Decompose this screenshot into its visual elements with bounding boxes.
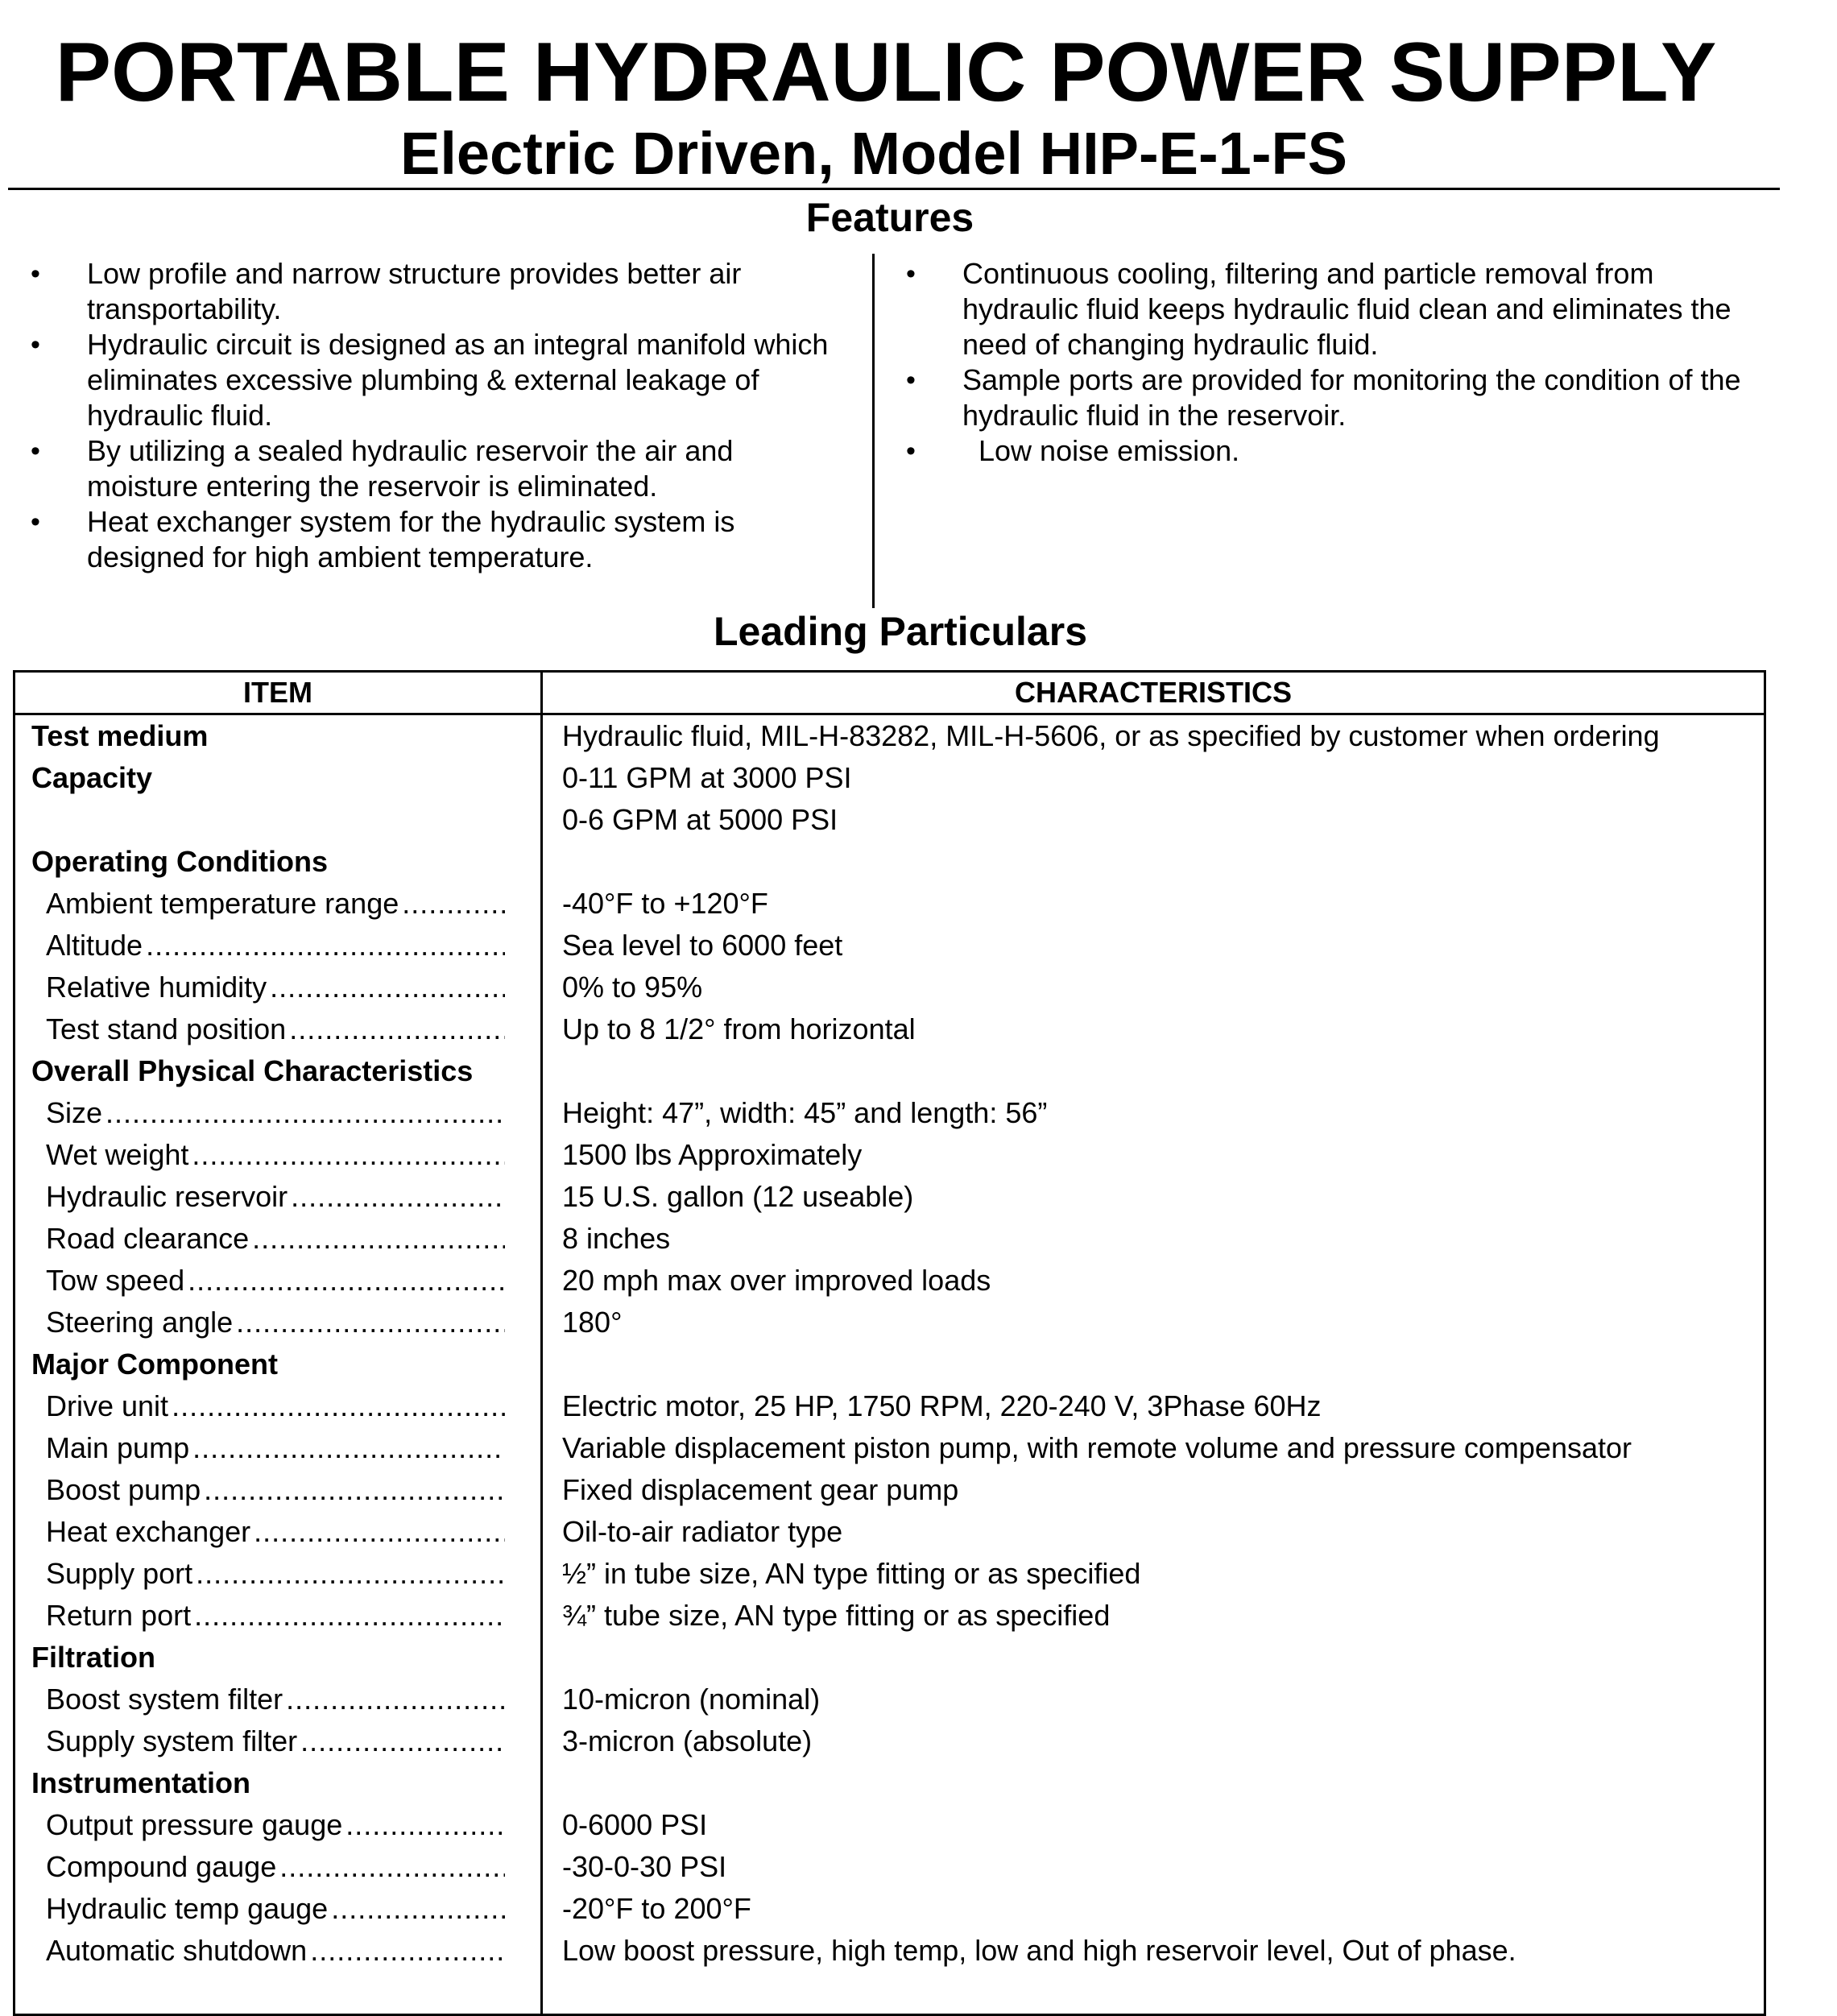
table-row xyxy=(14,1888,1765,1930)
item-label: Drive unit xyxy=(46,1389,169,1422)
bullet-icon: • xyxy=(31,259,40,289)
section-label: Capacity xyxy=(31,761,153,794)
characteristic-value: 0% to 95% xyxy=(562,971,703,1004)
item-cell xyxy=(14,757,542,799)
item-cell xyxy=(14,967,542,1008)
item-cell xyxy=(14,1302,542,1343)
item-cell xyxy=(14,1385,542,1427)
table-row xyxy=(14,757,1765,799)
bullet-icon: • xyxy=(31,329,40,360)
item-label: Steering angle xyxy=(46,1306,234,1339)
item-label: Main pump xyxy=(46,1431,190,1464)
table-row xyxy=(14,1762,1765,1804)
feature-item xyxy=(906,362,1776,433)
item-label: Altitude xyxy=(46,929,143,962)
item-label: Size xyxy=(46,1096,103,1129)
item-label: Supply port xyxy=(46,1557,193,1590)
table-row xyxy=(14,841,1765,883)
feature-text: Continuous cooling, filtering and particle removal from hydraulic fluid keeps hydraulic fluid clean and eliminates the need of changing hydraulic fluid. xyxy=(962,257,1731,361)
characteristic-value: 15 U.S. gallon (12 useable) xyxy=(562,1180,914,1213)
item-cell xyxy=(14,883,542,925)
table-row xyxy=(14,1720,1765,1762)
item-cell xyxy=(14,1092,542,1134)
item-cell xyxy=(14,1637,542,1679)
table-row xyxy=(14,1637,1765,1679)
item-label: Return port xyxy=(46,1599,192,1632)
characteristic-value xyxy=(542,1637,1765,1679)
bullet-icon: • xyxy=(906,259,916,289)
table-body xyxy=(14,714,1765,2015)
feature-item xyxy=(31,256,852,327)
dot-leader xyxy=(254,1511,505,1553)
dot-leader xyxy=(279,1846,505,1888)
dot-leader xyxy=(286,1679,505,1720)
item-cell xyxy=(14,1804,542,1846)
leading-particulars-table xyxy=(13,670,1766,2016)
table-row xyxy=(14,1385,1765,1427)
dot-leader xyxy=(300,1720,505,1762)
column-header-item: ITEM xyxy=(14,672,542,714)
table-row xyxy=(14,1679,1765,1720)
characteristic-value: Variable displacement piston pump, with remote volume and pressure compensator xyxy=(562,1431,1632,1464)
table-row xyxy=(14,1260,1765,1302)
item-cell xyxy=(14,841,542,883)
table-row xyxy=(14,1218,1765,1260)
features-heading: Features xyxy=(805,195,974,240)
dot-leader xyxy=(172,1385,505,1427)
dot-leader xyxy=(194,1595,505,1637)
section-label: Instrumentation xyxy=(31,1766,251,1799)
item-label: Relative humidity xyxy=(46,971,267,1004)
item-cell xyxy=(14,1134,542,1176)
bullet-icon: • xyxy=(906,436,916,466)
table-row xyxy=(14,1008,1765,1050)
table-row xyxy=(14,1134,1765,1176)
table-row xyxy=(14,799,1765,841)
item-label: Compound gauge xyxy=(46,1850,277,1883)
dot-leader xyxy=(331,1888,505,1930)
bullet-icon: • xyxy=(906,365,916,395)
characteristic-value: -30-0-30 PSI xyxy=(562,1850,727,1883)
bullet-icon: • xyxy=(31,436,40,466)
dot-leader xyxy=(291,1176,505,1218)
feature-text: Low profile and narrow structure provides better air transportability. xyxy=(87,257,742,325)
dot-leader xyxy=(345,1804,505,1846)
item-label: Wet weight xyxy=(46,1138,189,1171)
item-cell xyxy=(14,1553,542,1595)
item-cell xyxy=(14,1050,542,1092)
item-cell xyxy=(14,1846,542,1888)
characteristic-value: 0-6000 PSI xyxy=(562,1808,708,1841)
characteristic-value: Up to 8 1/2° from horizontal xyxy=(562,1012,916,1045)
dot-leader xyxy=(106,1092,505,1134)
feature-text: Low noise emission. xyxy=(978,434,1240,467)
characteristic-value: 8 inches xyxy=(562,1222,671,1255)
table-row xyxy=(14,1176,1765,1218)
item-label: Boost pump xyxy=(46,1473,201,1506)
item-cell xyxy=(14,1720,542,1762)
characteristic-value: 0-6 GPM at 5000 PSI xyxy=(562,803,838,836)
item-label: Boost system filter xyxy=(46,1683,283,1716)
item-label: Output pressure gauge xyxy=(46,1808,343,1841)
characteristic-value: Electric motor, 25 HP, 1750 RPM, 220-240 V, 3Phase 60Hz xyxy=(562,1389,1322,1422)
feature-text: Heat exchanger system for the hydraulic system is designed for high ambient temperature. xyxy=(87,505,735,573)
item-label: Road clearance xyxy=(46,1222,250,1255)
dot-leader xyxy=(146,925,505,967)
dot-leader xyxy=(192,1134,505,1176)
characteristic-value: Height: 47”, width: 45” and length: 56” xyxy=(562,1096,1048,1129)
item-cell xyxy=(14,1511,542,1553)
characteristic-value: Low boost pressure, high temp, low and high reservoir level, Out of phase. xyxy=(562,1934,1516,1967)
features-list-right xyxy=(906,256,1776,469)
feature-item xyxy=(31,433,852,504)
item-label: Tow speed xyxy=(46,1264,185,1297)
table-row xyxy=(14,1302,1765,1343)
table-row xyxy=(14,1511,1765,1553)
item-cell xyxy=(14,1679,542,1720)
table-row xyxy=(14,1595,1765,1637)
feature-text: Sample ports are provided for monitoring the condition of the hydraulic fluid in the reservoir. xyxy=(962,363,1741,432)
table-row xyxy=(14,1427,1765,1469)
dot-leader xyxy=(196,1553,505,1595)
table-row xyxy=(14,1343,1765,1385)
item-cell xyxy=(14,799,542,841)
characteristic-value: 3-micron (absolute) xyxy=(562,1724,813,1757)
characteristic-value: 0-11 GPM at 3000 PSI xyxy=(562,761,852,794)
feature-item xyxy=(906,256,1776,362)
table-row xyxy=(14,1930,1765,1972)
dot-leader xyxy=(310,1930,505,1972)
item-label: Hydraulic reservoir xyxy=(46,1180,288,1213)
item-cell xyxy=(14,1176,542,1218)
characteristic-value: ½” in tube size, AN type fitting or as specified xyxy=(562,1557,1141,1590)
item-cell xyxy=(14,1595,542,1637)
feature-text: Hydraulic circuit is designed as an integral manifold which eliminates excessive plumbing & external leakage of hydraulic fluid. xyxy=(87,328,829,432)
table-spacer-row xyxy=(14,1972,1765,2015)
table-header-row xyxy=(14,672,1765,714)
table-row xyxy=(14,714,1765,758)
title-divider xyxy=(8,188,1780,190)
item-label: Heat exchanger xyxy=(46,1515,251,1548)
item-cell xyxy=(14,1218,542,1260)
table-row xyxy=(14,1804,1765,1846)
table-row xyxy=(14,1846,1765,1888)
characteristic-value: Oil-to-air radiator type xyxy=(562,1515,843,1548)
page-subtitle: Electric Driven, Model HIP-E-1-FS xyxy=(399,120,1348,187)
feature-item xyxy=(31,327,852,433)
characteristic-value: Sea level to 6000 feet xyxy=(562,929,843,962)
item-cell xyxy=(14,714,542,758)
item-cell xyxy=(14,1888,542,1930)
item-cell xyxy=(14,1427,542,1469)
item-cell xyxy=(14,1762,542,1804)
feature-item xyxy=(31,504,852,575)
features-column-divider xyxy=(872,254,875,608)
bullet-icon: • xyxy=(31,507,40,537)
table-row xyxy=(14,925,1765,967)
characteristic-value: 10-micron (nominal) xyxy=(562,1683,821,1716)
dot-leader xyxy=(236,1302,505,1343)
section-label: Major Component xyxy=(31,1347,278,1381)
spacer-cell xyxy=(542,1972,1765,2015)
section-label: Overall Physical Characteristics xyxy=(31,1054,474,1087)
item-cell xyxy=(14,925,542,967)
table-row xyxy=(14,883,1765,925)
dot-leader xyxy=(289,1008,505,1050)
item-label: Test stand position xyxy=(46,1012,287,1045)
item-cell xyxy=(14,1343,542,1385)
features-list-left xyxy=(31,256,852,575)
dot-leader xyxy=(188,1260,505,1302)
dot-leader xyxy=(192,1427,505,1469)
table-row xyxy=(14,1050,1765,1092)
feature-item xyxy=(906,433,1776,469)
item-cell xyxy=(14,1008,542,1050)
characteristic-value: -20°F to 200°F xyxy=(562,1892,751,1925)
item-label: Automatic shutdown xyxy=(46,1934,308,1967)
dot-leader xyxy=(270,967,505,1008)
table-row xyxy=(14,967,1765,1008)
item-label: Ambient temperature range xyxy=(46,887,399,920)
table-row xyxy=(14,1092,1765,1134)
characteristic-value xyxy=(542,841,1765,883)
spacer-cell xyxy=(14,1972,542,2015)
characteristic-value: Hydraulic fluid, MIL-H-83282, MIL-H-5606, or as specified by customer when ordering xyxy=(562,719,1660,752)
item-cell xyxy=(14,1260,542,1302)
characteristic-value: Fixed displacement gear pump xyxy=(562,1473,959,1506)
section-label: Operating Conditions xyxy=(31,845,328,878)
item-cell xyxy=(14,1930,542,1972)
page-title: PORTABLE HYDRAULIC POWER SUPPLY xyxy=(55,26,1717,119)
dot-leader xyxy=(204,1469,505,1511)
item-label: Hydraulic temp gauge xyxy=(46,1892,329,1925)
table-row xyxy=(14,1469,1765,1511)
particulars-heading: Leading Particulars xyxy=(713,609,1088,654)
characteristic-value xyxy=(542,1762,1765,1804)
dot-leader xyxy=(402,883,505,925)
characteristic-value: 20 mph max over improved loads xyxy=(562,1264,991,1297)
characteristic-value xyxy=(542,1050,1765,1092)
dot-leader xyxy=(252,1218,505,1260)
item-label: Supply system filter xyxy=(46,1724,298,1757)
table-row xyxy=(14,1553,1765,1595)
characteristic-value xyxy=(542,1343,1765,1385)
characteristic-value: 1500 lbs Approximately xyxy=(562,1138,863,1171)
section-label: Filtration xyxy=(31,1641,155,1674)
section-label: Test medium xyxy=(31,719,209,752)
characteristic-value: -40°F to +120°F xyxy=(562,887,768,920)
column-header-characteristics: CHARACTERISTICS xyxy=(542,672,1765,714)
characteristic-value: ¾” tube size, AN type fitting or as specified xyxy=(562,1599,1111,1632)
characteristic-value: 180° xyxy=(562,1306,623,1339)
item-cell xyxy=(14,1469,542,1511)
feature-text: By utilizing a sealed hydraulic reservoir the air and moisture entering the reservoir is eliminated. xyxy=(87,434,734,503)
